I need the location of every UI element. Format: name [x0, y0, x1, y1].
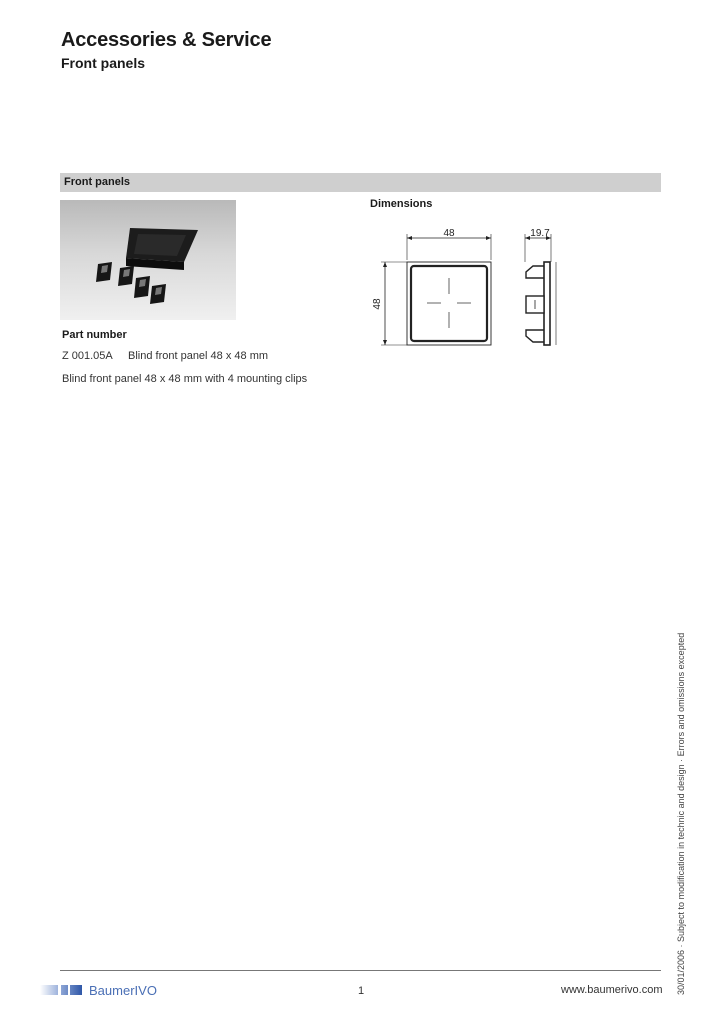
part-note: Blind front panel 48 x 48 mm with 4 mounting clips [62, 373, 308, 385]
website-link[interactable]: www.baumerivo.com [561, 984, 663, 996]
part-number-heading: Part number [62, 329, 127, 341]
mounting-clip [134, 276, 150, 298]
brand-gradient-bar [40, 985, 82, 995]
panel-inner-outline [411, 266, 487, 341]
dimension-drawing [370, 220, 570, 360]
brand-logo [89, 983, 157, 998]
arrow-icon [525, 236, 530, 240]
product-photo [60, 200, 236, 320]
footer-divider [60, 970, 661, 971]
arrow-icon [383, 340, 387, 345]
panel-inner-face [134, 234, 186, 256]
page-title: Accessories & Service [61, 29, 272, 51]
panel-side-view [526, 262, 556, 345]
mounting-clip [150, 284, 166, 304]
height-label: 48 [372, 298, 383, 310]
arrow-icon [407, 236, 412, 240]
width-label: 48 [443, 228, 455, 239]
mounting-clip [96, 262, 112, 282]
brand-logo-suffix: IVO [134, 983, 157, 998]
depth-label: 19.7 [530, 228, 550, 239]
arrow-icon [486, 236, 491, 240]
product-photo-illustration [60, 200, 236, 320]
page-subtitle: Front panels [61, 55, 146, 71]
part-number-description: Blind front panel 48 x 48 mm [128, 350, 269, 362]
page-number: 1 [358, 985, 365, 997]
brand-logo-prefix: Baumer [89, 983, 135, 998]
arrow-icon [383, 262, 387, 267]
section-header-label: Front panels [64, 176, 131, 188]
section-header-bar [60, 173, 661, 192]
legal-side-note: 30/01/2006 · Subject to modification in technic and design · Errors and omissions excepted [676, 632, 686, 995]
part-number-code: Z 001.05A [62, 350, 113, 362]
mounting-clip [118, 266, 134, 286]
dimensions-heading: Dimensions [370, 198, 433, 210]
